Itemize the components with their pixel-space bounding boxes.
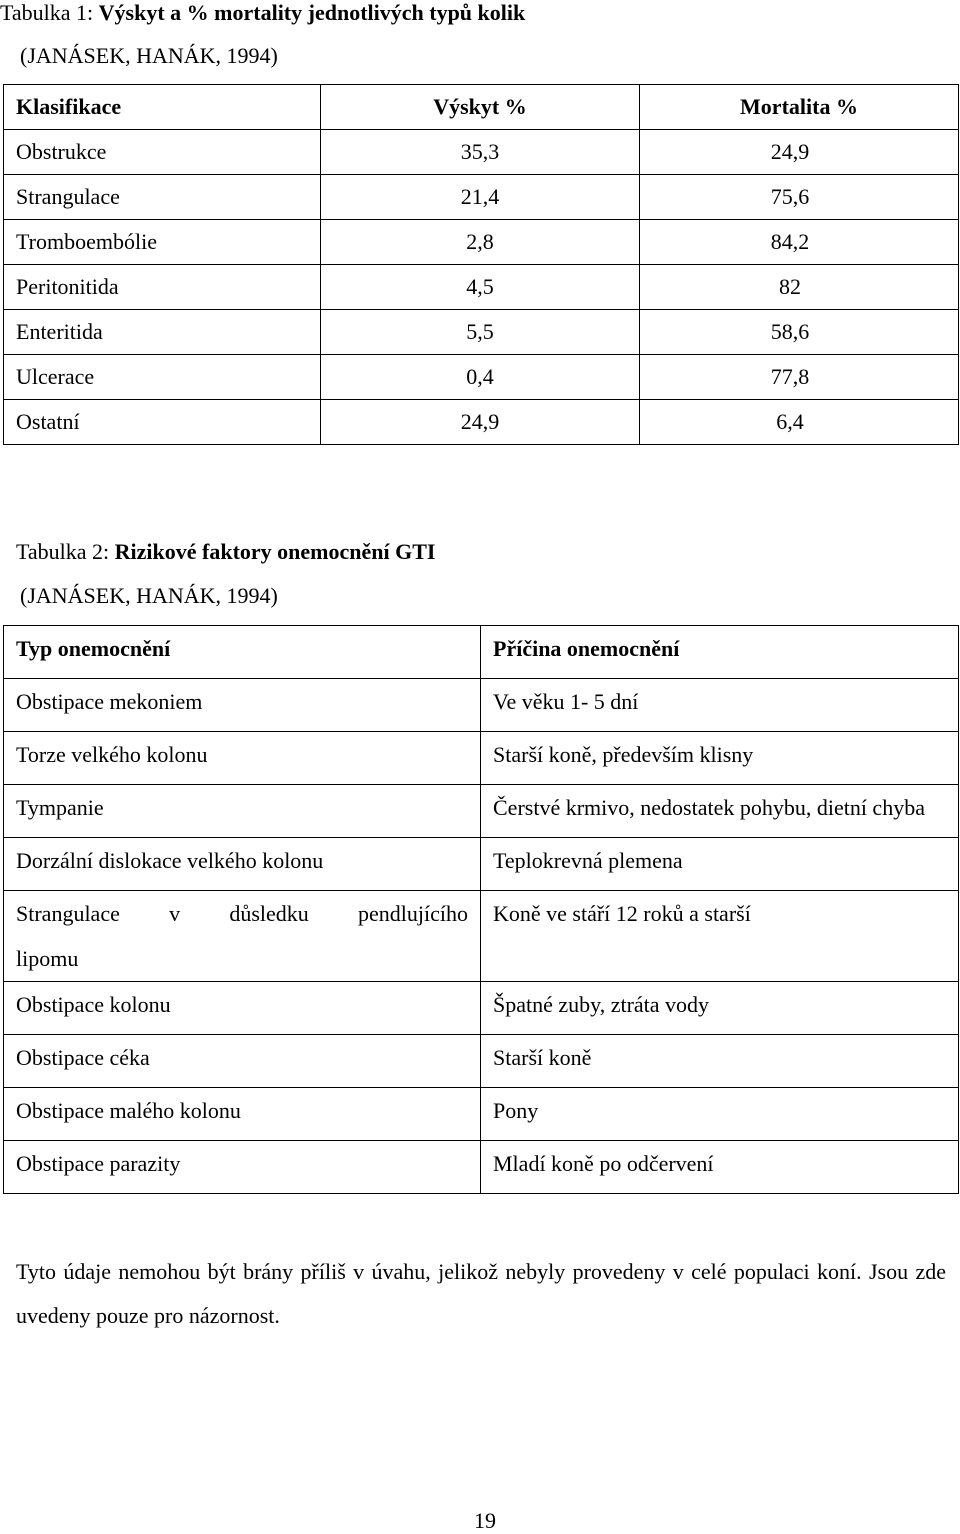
cell-mortality: 77,8 (640, 355, 959, 400)
table2-caption-title: Rizikové faktory onemocnění GTI (114, 539, 436, 564)
cell-mortality: 58,6 (640, 310, 959, 355)
table-row (4, 310, 959, 355)
page-number: 19 (474, 1508, 496, 1533)
cell-disease-type (4, 679, 481, 732)
table-row (4, 891, 959, 982)
cell-cause-text: Mladí koně po odčervení (493, 1151, 714, 1176)
cell-incidence: 5,5 (321, 310, 640, 355)
cell-cause (481, 732, 959, 785)
header-cause-text: Příčina onemocnění (493, 636, 680, 661)
cell-disease-type-text: Obstipace malého kolonu (16, 1098, 241, 1123)
cell-classification: Enteritida (4, 310, 321, 355)
table-row (4, 679, 959, 732)
cell-mortality: 75,6 (640, 175, 959, 220)
cell-disease-type (4, 732, 481, 785)
table-row (4, 265, 959, 310)
cell-mortality: 24,9 (640, 130, 959, 175)
header-cause (481, 626, 959, 679)
cell-incidence: 2,8 (321, 220, 640, 265)
cell-disease-type-text: Torze velkého kolonu (16, 742, 208, 767)
table-row (4, 400, 959, 445)
cell-disease-type-text: Strangulace v důsledku pendlujícího lipomu (16, 901, 468, 971)
cell-cause-text: Teplokrevná plemena (493, 848, 683, 873)
cell-disease-type (4, 1035, 481, 1088)
cell-incidence: 0,4 (321, 355, 640, 400)
cell-cause (481, 838, 959, 891)
cell-cause (481, 785, 959, 838)
table-row (4, 175, 959, 220)
table1-caption-title: Výskyt a % mortality jednotlivých typů kolik (98, 0, 526, 25)
table-row (4, 355, 959, 400)
cell-classification: Strangulace (4, 175, 321, 220)
cell-mortality: 82 (640, 265, 959, 310)
header-disease-type (4, 626, 481, 679)
table-row (4, 1088, 959, 1141)
cell-classification: Obstrukce (4, 130, 321, 175)
incidence-mortality-table (3, 84, 959, 445)
cell-cause (481, 1035, 959, 1088)
cell-disease-type (4, 891, 481, 982)
cell-disease-type-text: Obstipace céka (16, 1045, 150, 1070)
cell-disease-type (4, 838, 481, 891)
note-paragraph: Tyto údaje nemohou být brány příliš v úvahu, jelikož nebyly provedeny v celé populaci koní. Jsou zde uvedeny pouze pro názornost. (16, 1259, 946, 1328)
cell-classification: Ostatní (4, 400, 321, 445)
cell-incidence: 21,4 (321, 175, 640, 220)
table1-caption-prefix: Tabulka 1: (0, 0, 94, 25)
cell-classification: Tromboembólie (4, 220, 321, 265)
table-row (4, 220, 959, 265)
cell-cause (481, 679, 959, 732)
header-mortality: Mortalita % (640, 85, 959, 130)
cell-cause (481, 1088, 959, 1141)
cell-disease-type (4, 1088, 481, 1141)
cell-cause-text: Pony (493, 1098, 539, 1123)
table-row (4, 838, 959, 891)
table-row (4, 1141, 959, 1194)
cell-disease-type-text: Obstipace kolonu (16, 992, 171, 1017)
cell-cause-text: Ve věku 1- 5 dní (493, 689, 639, 714)
cell-classification: Ulcerace (4, 355, 321, 400)
table2-caption (16, 539, 435, 565)
cell-cause (481, 1141, 959, 1194)
cell-cause-text: Starší koně, především klisny (493, 742, 754, 767)
table-row (4, 1035, 959, 1088)
cell-classification: Peritonitida (4, 265, 321, 310)
cell-incidence: 24,9 (321, 400, 640, 445)
cell-incidence: 35,3 (321, 130, 640, 175)
cell-disease-type-text: Tympanie (16, 795, 104, 820)
table-header-row (4, 85, 959, 130)
cell-mortality: 6,4 (640, 400, 959, 445)
table2-source: (JANÁSEK, HANÁK, 1994) (20, 583, 278, 608)
cell-cause-text: Čerstvé krmivo, nedostatek pohybu, dietní chyba (493, 795, 925, 820)
table1-source: (JANÁSEK, HANÁK, 1994) (20, 43, 278, 68)
table-row (4, 982, 959, 1035)
header-incidence: Výskyt % (321, 85, 640, 130)
cell-incidence: 4,5 (321, 265, 640, 310)
cell-cause-text: Starší koně (493, 1045, 592, 1070)
cell-mortality: 84,2 (640, 220, 959, 265)
cell-cause-text: Špatné zuby, ztráta vody (493, 992, 710, 1017)
table-row (4, 130, 959, 175)
cell-cause (481, 891, 959, 982)
header-disease-type-text: Typ onemocnění (16, 636, 171, 661)
cell-disease-type-text: Dorzální dislokace velkého kolonu (16, 848, 324, 873)
table-row (4, 785, 959, 838)
cell-cause-text: Koně ve stáří 12 roků a starší (493, 901, 751, 926)
cell-disease-type (4, 785, 481, 838)
table1-caption (0, 0, 525, 26)
header-classification: Klasifikace (4, 85, 321, 130)
cell-disease-type (4, 982, 481, 1035)
cell-disease-type (4, 1141, 481, 1194)
cell-disease-type-text: Obstipace mekoniem (16, 689, 203, 714)
table2-caption-prefix: Tabulka 2: (16, 539, 110, 564)
cell-disease-type-text: Obstipace parazity (16, 1151, 181, 1176)
risk-factors-table (3, 625, 959, 1194)
table-header-row (4, 626, 959, 679)
table-row (4, 732, 959, 785)
cell-cause (481, 982, 959, 1035)
